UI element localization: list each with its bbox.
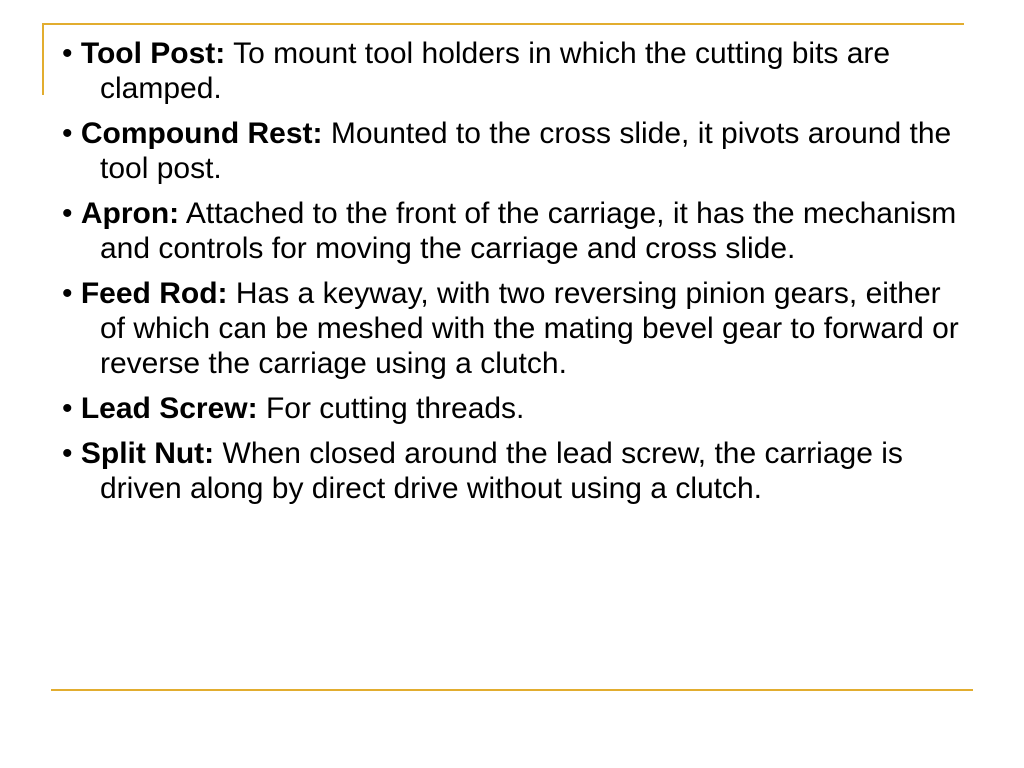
bullet-text: Mounted to the cross slide, it pivots around the tool post. [100, 117, 952, 185]
bullet-marker: • [62, 437, 73, 470]
left-accent-rule [42, 23, 44, 95]
top-accent-rule [42, 23, 964, 25]
bullet-text: Has a keyway, with two reversing pinion gears, either of which can be meshed with the mating bevel gear to forward or reverse the carriage using a clutch. [100, 277, 959, 380]
bullet-text: To mount tool holders in which the cutting bits are clamped. [100, 37, 891, 105]
bullet-item-split-nut [62, 436, 962, 506]
bullet-list [62, 36, 962, 516]
bullet-term: Compound Rest: [80, 117, 323, 150]
bullet-marker: • [62, 37, 73, 70]
bullet-item-feed-rod [62, 276, 962, 381]
bullet-item-compound-rest [62, 116, 962, 186]
bullet-term: Tool Post: [80, 37, 226, 70]
bullet-item-apron [62, 196, 962, 266]
bullet-term: Lead Screw: [80, 392, 258, 425]
bullet-text: Attached to the front of the carriage, it has the mechanism and controls for moving the carriage and cross slide. [100, 197, 957, 265]
bullet-marker: • [62, 197, 73, 230]
bullet-item-lead-screw [62, 391, 962, 426]
bullet-term: Apron: [80, 197, 180, 230]
bullet-text: For cutting threads. [265, 392, 525, 425]
bullet-marker: • [62, 392, 73, 425]
bullet-item-tool-post [62, 36, 962, 106]
bullet-text: When closed around the lead screw, the carriage is driven along by direct drive without using a clutch. [100, 437, 903, 505]
bullet-term: Feed Rod: [80, 277, 228, 310]
bullet-marker: • [62, 117, 73, 150]
bullet-term: Split Nut: [80, 437, 215, 470]
bottom-accent-rule [51, 689, 973, 691]
bullet-marker: • [62, 277, 73, 310]
